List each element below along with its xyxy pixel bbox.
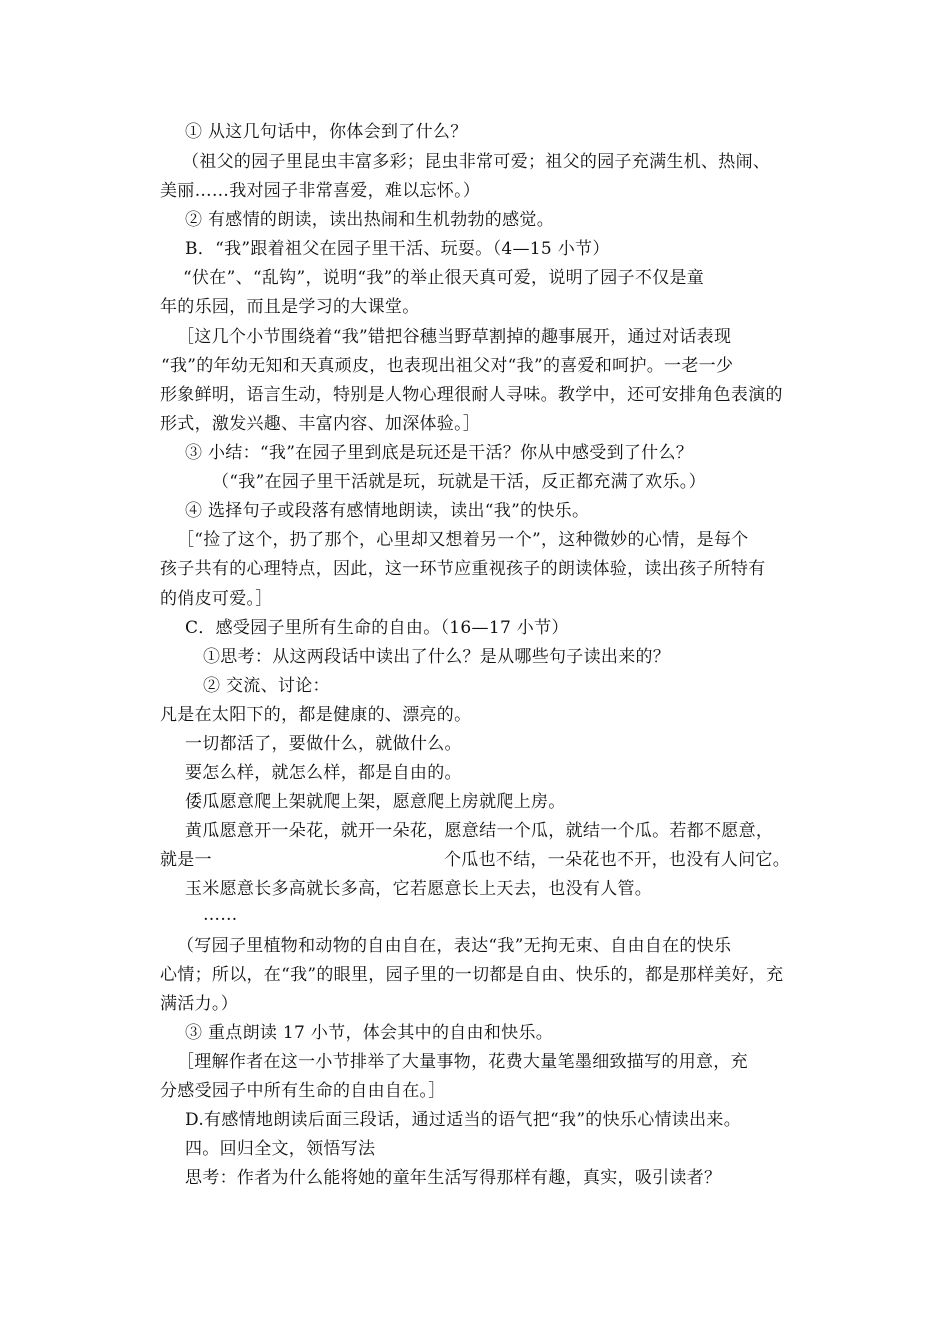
text-line: D.有感情地朗读后面三段话，通过适当的语气把“我”的快乐心情读出来。	[185, 1110, 742, 1130]
text-line: ② 交流、讨论：	[203, 676, 330, 696]
text-line: ① 从这几句话中，你体会到了什么？	[185, 122, 468, 142]
text-line: （祖父的园子里昆虫丰富多彩；昆虫非常可爱；祖父的园子充满生机、热闹、	[182, 152, 771, 172]
text-line: ［这几个小节围绕着“我”错把谷穗当野草割掉的趣事展开，通过对话表现	[177, 327, 732, 347]
text-line: 个瓜也不结，一朵花也不开，也没有人问它。	[444, 850, 790, 870]
text-line: ④ 选择句子或段落有感情地朗读，读出“我”的快乐。	[185, 501, 590, 521]
text-line: 满活力。）	[160, 994, 238, 1014]
text-line: 思考：作者为什么能将她的童年生活写得那样有趣，真实，吸引读者？	[185, 1168, 722, 1188]
text-line: 要怎么样，就怎么样，都是自由的。	[185, 763, 462, 783]
text-line: 玉米愿意长多高就长多高，它若愿意长上天去，也没有人管。	[185, 879, 653, 899]
text-line: B．“我”跟着祖父在园子里干活、玩耍。（4—15 小节）	[185, 239, 610, 259]
text-line: 凡是在太阳下的，都是健康的、漂亮的。	[160, 705, 472, 725]
text-line: 就是一	[160, 850, 212, 870]
text-line: 孩子共有的心理特点，因此，这一环节应重视孩子的朗读体验，读出孩子所特有	[160, 559, 766, 579]
text-line: “我”的年幼无知和天真顽皮，也表现出祖父对“我”的喜爱和呵护。一老一少	[161, 356, 734, 376]
text-line: （“我”在园子里干活就是玩，玩就是干活，反正都充满了欢乐。）	[212, 472, 706, 492]
text-line: C．感受园子里所有生命的自由。（16—17 小节）	[185, 618, 569, 638]
text-line: ［“捡了这个，扔了那个，心里却又想着另一个”，这种微妙的心情，是每个	[177, 530, 749, 550]
text-line: 形式，激发兴趣、丰富内容、加深体验。］	[160, 414, 481, 434]
text-line: 年的乐园，而且是学习的大课堂。	[160, 297, 420, 317]
text-line: 美丽……我对园子非常喜爱，难以忘怀。）	[160, 181, 481, 201]
text-line: 四。回归全文，领悟写法	[185, 1139, 376, 1159]
text-line: 心情；所以，在“我”的眼里，园子里的一切都是自由、快乐的，都是那样美好，充	[160, 965, 784, 985]
text-line: 黄瓜愿意开一朵花，就开一朵花，愿意结一个瓜，就结一个瓜。若都不愿意，	[185, 821, 774, 841]
text-line: ③ 小结：“我”在园子里到底是玩还是干活？你从中感受到了什么？	[185, 443, 694, 463]
text-line: ② 有感情的朗读，读出热闹和生机勃勃的感觉。	[185, 210, 555, 230]
text-line: “伏在”、“乱钩”，说明“我”的举止很天真可爱，说明了园子不仅是童	[183, 268, 705, 288]
text-line: 的俏皮可爱。］	[160, 589, 273, 609]
text-line: ①思考：从这两段话中读出了什么？是从哪些句子读出来的？	[203, 647, 671, 667]
text-line: 分感受园子中所有生命的自由自在。］	[160, 1081, 446, 1101]
text-line: ③ 重点朗读 17 小节，体会其中的自由和快乐。	[185, 1023, 554, 1043]
text-line: ……	[203, 905, 238, 925]
text-line: 形象鲜明，语言生动，特别是人物心理很耐人寻味。教学中，还可安排角色表演的	[160, 385, 783, 405]
text-line: （写园子里植物和动物的自由自在，表达“我”无拘无束、自由自在的快乐	[177, 936, 732, 956]
text-line: 倭瓜愿意爬上架就爬上架，愿意爬上房就爬上房。	[185, 792, 566, 812]
text-line: ［理解作者在这一小节排举了大量事物，花费大量笔墨细致描写的用意，充	[177, 1052, 748, 1072]
text-line: 一切都活了，要做什么，就做什么。	[185, 734, 462, 754]
